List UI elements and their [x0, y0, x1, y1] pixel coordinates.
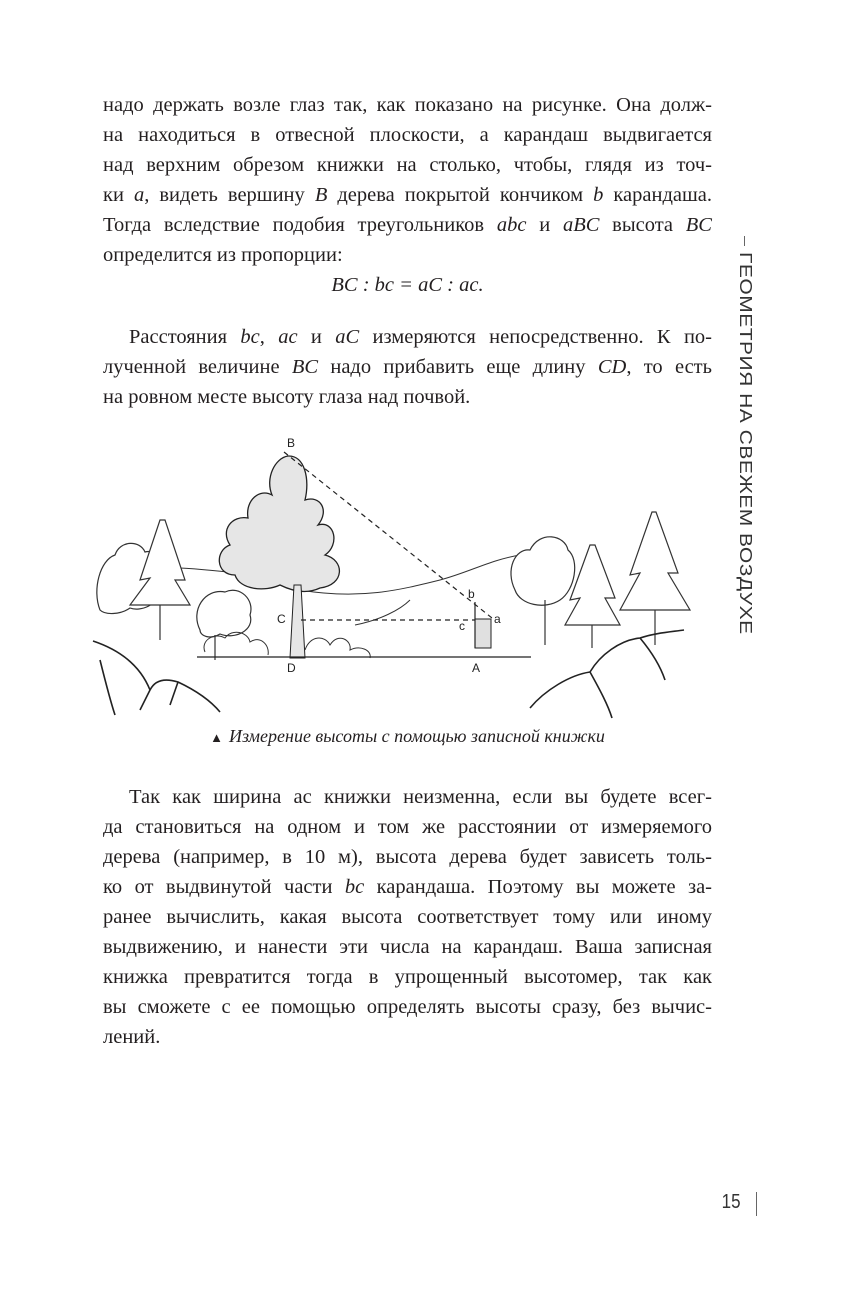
- text-run: надо держать возле глаз так, как показано на рисунке. Она долж-: [103, 94, 712, 116]
- text-run: измеряются непосредственно. К по-: [359, 326, 712, 348]
- text-run: выдвижению, и нанести эти числа на карандаш. Ваша записная: [103, 936, 712, 958]
- text-line: [103, 782, 712, 812]
- text-run: на находиться в отвесной плоскости, а карандаш выдвигается: [103, 124, 712, 146]
- italic-term: BC: [685, 214, 712, 236]
- label-A: A: [472, 661, 481, 675]
- text-line: [103, 812, 712, 842]
- proportion-formula: BC : bc = aC : ac.: [331, 274, 484, 296]
- text-line: [103, 932, 712, 962]
- text-run: лений.: [103, 1026, 161, 1048]
- text-run: и: [526, 214, 563, 236]
- right-trees: [511, 512, 690, 648]
- italic-term: b: [593, 184, 604, 206]
- text-line: [103, 992, 712, 1022]
- text-run: определится из пропорции:: [103, 244, 343, 266]
- text-line: [103, 382, 712, 412]
- triangle-marker-icon: ▲: [210, 730, 223, 745]
- figure-caption: [103, 726, 712, 747]
- text-line: [103, 120, 712, 150]
- text-run: ко от выдвинутой части: [103, 876, 345, 898]
- text-line: [103, 962, 712, 992]
- text-line: [103, 210, 712, 240]
- text-run: Расстояния: [129, 326, 241, 348]
- text-run: Так как ширина ас книжки неизменна, если вы будете всег-: [129, 786, 712, 808]
- text-line: [103, 150, 712, 180]
- page-number: 15: [721, 1191, 741, 1213]
- italic-term: aBC: [562, 214, 600, 236]
- text-run: над верхним обрезом книжки на столько, чтобы, глядя из точ-: [103, 154, 712, 176]
- caption-text: Измерение высоты с помощью записной книжки: [228, 726, 605, 746]
- text-run: лученной величине: [103, 356, 292, 378]
- text-run: ранее вычислить, какая высота соответствует тому или иному: [103, 906, 712, 928]
- text-run: , то есть: [626, 356, 712, 378]
- text-run: высота: [599, 214, 686, 236]
- text-run: ки: [103, 184, 134, 206]
- label-D: D: [287, 661, 296, 675]
- right-rock: [530, 630, 684, 718]
- text-line: [103, 902, 712, 932]
- italic-term: abc: [496, 214, 527, 236]
- text-line: [103, 322, 712, 352]
- text-line: [103, 352, 712, 382]
- left-rock: [93, 641, 220, 715]
- text-run: книжка превратится тогда в упрощенный высотомер, так как: [103, 966, 712, 988]
- text-run: Тогда вследствие подобия треугольников: [103, 214, 497, 236]
- text-run: на ровном месте высоту глаза над почвой.: [103, 386, 471, 408]
- italic-term: B: [314, 184, 328, 206]
- label-c: c: [459, 619, 465, 633]
- page-number-divider: [756, 1192, 757, 1216]
- text-run: дерева (например, в 10 м), высота дерева будет зависеть толь-: [103, 846, 712, 868]
- italic-term: bc: [240, 326, 260, 348]
- notebook: [475, 619, 491, 648]
- italic-term: bc: [344, 876, 365, 898]
- label-C: C: [277, 612, 286, 626]
- text-line: [103, 240, 712, 270]
- text-run: карандаша.: [603, 184, 713, 206]
- text-run: карандаша. Поэтому вы можете за-: [364, 876, 712, 898]
- italic-term: ac: [278, 326, 298, 348]
- running-head: ГЕОМЕТРИЯ НА СВЕЖЕМ ВОЗДУХЕ: [735, 252, 756, 635]
- running-head-divider: [744, 236, 745, 246]
- label-a: a: [494, 612, 501, 626]
- text-run: да становиться на одном и том же расстоянии от измеряемого: [103, 816, 712, 838]
- label-b: b: [468, 587, 475, 601]
- text-run: , видеть вершину: [144, 184, 315, 206]
- text-run: надо прибавить еще длину: [318, 356, 598, 378]
- italic-term: a: [133, 184, 145, 206]
- italic-term: aC: [335, 326, 360, 348]
- italic-term: BC: [291, 356, 319, 378]
- text-line: [103, 1022, 712, 1052]
- text-line: [103, 872, 712, 902]
- label-B: B: [287, 436, 296, 450]
- text-run: вы сможете с ее помощью определять высоты сразу, без вычис-: [103, 996, 712, 1018]
- italic-term: CD: [597, 356, 627, 378]
- text-line: [103, 842, 712, 872]
- text-run: дерева покрытой кончиком: [327, 184, 594, 206]
- figure-illustration: [90, 430, 710, 730]
- text-run: и: [297, 326, 336, 348]
- text-line: [103, 180, 712, 210]
- text-run: ,: [259, 326, 279, 348]
- text-line: [103, 90, 712, 120]
- tree-height-diagram: [90, 430, 710, 725]
